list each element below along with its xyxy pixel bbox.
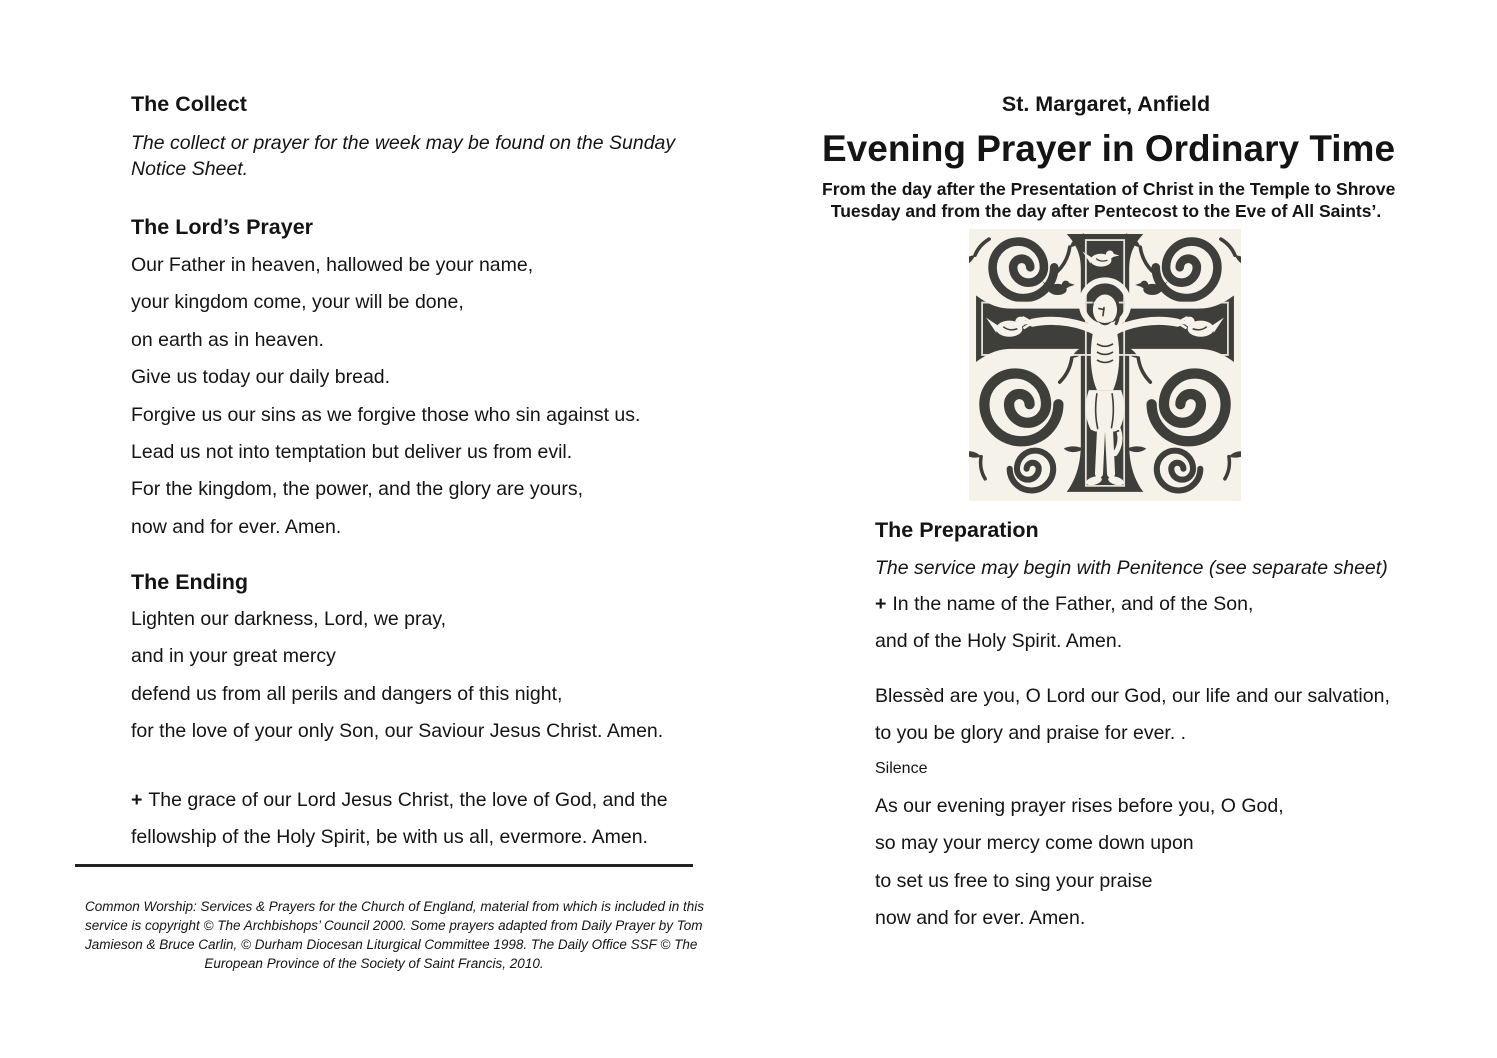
grace-text <box>131 782 668 857</box>
prayer-line: fellowship of the Holy Spirit, be with us all, evermore. Amen. <box>131 826 648 849</box>
prayer-line: to you be glory and praise for ever. . <box>875 722 1187 745</box>
evening-prayer-text <box>875 788 1284 938</box>
lords-prayer-text <box>131 247 640 546</box>
footer-line: service is copyright © The Archbishops’ Council 2000. Some prayers adapted from Daily Prayer by Tom <box>85 918 703 933</box>
prayer-line: so may your mercy come down upon <box>875 832 1194 855</box>
grace-line: The grace of our Lord Jesus Christ, the love of God, and the <box>148 789 668 811</box>
footer-line: Jamieson & Bruce Carlin, © Durham Diocesan Liturgical Committee 1998. The Daily Office SSF © The <box>85 937 698 952</box>
ending-text <box>131 601 663 751</box>
prayer-line: your kingdom come, your will be done, <box>131 291 464 314</box>
copyright-footer <box>85 897 704 973</box>
prayer-line: and in your great mercy <box>131 645 336 668</box>
invocation-text <box>875 586 1253 661</box>
church-name: St. Margaret, Anfield <box>1001 92 1211 116</box>
prayer-line <box>875 586 1253 623</box>
collect-heading: The Collect <box>131 92 247 116</box>
prayer-line: Give us today our daily bread. <box>131 366 391 389</box>
cross-symbol: + <box>131 789 143 811</box>
prayer-line: Lighten our darkness, Lord, we pray, <box>131 608 447 630</box>
prayer-line: Our Father in heaven, hallowed be your name, <box>131 254 534 276</box>
prayer-line: and of the Holy Spirit. Amen. <box>875 630 1123 653</box>
prayer-line: As our evening prayer rises before you, O God, <box>875 795 1284 817</box>
prayer-line: to set us free to sing your praise <box>875 869 1153 892</box>
prayer-line: Lead us not into temptation but deliver us from evil. <box>131 441 573 464</box>
invocation-line: In the name of the Father, and of the Son, <box>892 593 1254 615</box>
right-page-header <box>822 91 1396 222</box>
collect-note-line: Notice Sheet. <box>131 158 249 180</box>
prayer-line: now and for ever. Amen. <box>875 907 1086 930</box>
footer-line: Common Worship: Services & Prayers for the Church of England, material from which is included in this <box>85 899 704 914</box>
preparation-note: The service may begin with Penitence (see separate sheet) <box>875 557 1388 579</box>
subtitle-line: Tuesday and from the day after Pentecost to the Eve of All Saints’. <box>830 200 1382 221</box>
prayer-line: now and for ever. Amen. <box>131 515 342 538</box>
collect-note <box>131 130 675 182</box>
prayer-line: For the kingdom, the power, and the glory are yours, <box>131 478 583 501</box>
silence-rubric: Silence <box>875 760 928 777</box>
lords-prayer-heading: The Lord’s Prayer <box>131 215 314 239</box>
prayer-line: defend us from all perils and dangers of this night, <box>131 682 563 705</box>
page-title: Evening Prayer in Ordinary Time <box>822 128 1396 169</box>
footer-divider <box>75 864 693 867</box>
prayer-line: Blessèd are you, O Lord our God, our life and our salvation, <box>875 685 1390 707</box>
ending-heading: The Ending <box>131 570 249 594</box>
prayer-line: Forgive us our sins as we forgive those who sin against us. <box>131 403 641 426</box>
prayer-line: for the love of your only Son, our Saviour Jesus Christ. Amen. <box>131 720 664 743</box>
footer-line: European Province of the Society of Saint Francis, 2010. <box>204 956 544 971</box>
crucifix-woodcut-image <box>969 229 1241 501</box>
subtitle-line: From the day after the Presentation of Christ in the Temple to Shrove <box>822 179 1396 199</box>
cross-symbol: + <box>875 593 887 615</box>
prayer-line <box>131 782 668 819</box>
collect-note-line: The collect or prayer for the week may be found on the Sunday <box>131 132 676 154</box>
prayer-line: on earth as in heaven. <box>131 328 324 351</box>
preparation-heading: The Preparation <box>875 518 1039 542</box>
blessing-text <box>875 678 1390 753</box>
